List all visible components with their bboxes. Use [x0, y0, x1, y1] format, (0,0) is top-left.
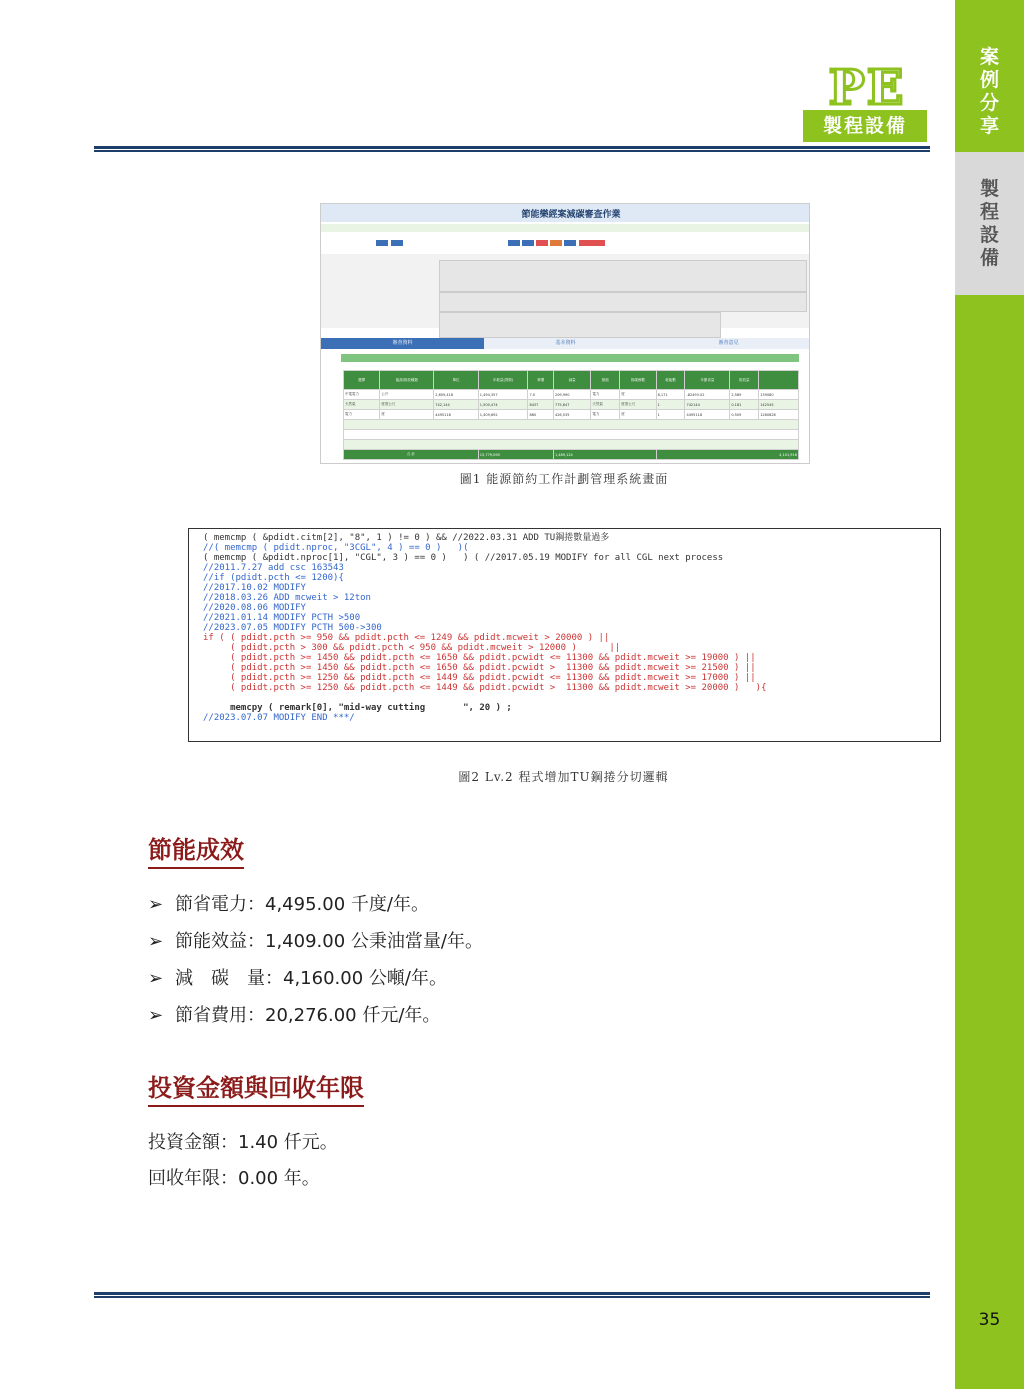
table-row-empty [344, 420, 799, 430]
code-line: ( pdidt.pcth >= 1250 && pdidt.pcth <= 1449 && pdidt.pcwidt > 11300 && pdidt.mcweit >= 20000 ) ){ [203, 683, 767, 693]
table-cell: 139080 [759, 390, 799, 400]
arrow-bullet-icon: ➢ [148, 894, 164, 915]
figure2-caption: 圖2 Lv.2 程式增加TU鋼捲分切邏輯 [458, 770, 669, 784]
table-cell: 度 [620, 410, 656, 420]
table-cell: 度度公尺 [620, 400, 656, 410]
code-line: ( pdidt.pcth >= 1450 && pdidt.pcth <= 1650 && pdidt.pcwidt > 11300 && pdidt.mcweit >= 21500 ) || [203, 663, 756, 673]
toolbar-button[interactable] [536, 240, 548, 246]
tab-review[interactable]: 審查資料 [321, 338, 484, 349]
table-header: 能源/排放種類 [380, 371, 434, 390]
side-char: 設 [979, 224, 999, 246]
table-total-row [344, 450, 799, 460]
header-banner: 製程設備 [803, 110, 927, 142]
code-line: //if (pdidt.pcth <= 1200){ [203, 573, 344, 583]
side-char: 製 [979, 178, 999, 200]
table-cell[interactable]: 電力 [344, 410, 380, 420]
table-cell: 度 [620, 390, 656, 400]
savings-title: 節能成效 [148, 830, 244, 869]
table-cell: 度度公尺 [380, 400, 434, 410]
table-cell[interactable]: 7.0 [528, 390, 554, 400]
table-cell: 209,990 [553, 390, 590, 400]
table-cell: 1280826 [759, 410, 799, 420]
savings-item-text: 減 碳 量：4,160.00 公噸/年。 [175, 968, 447, 989]
investment-payback: 回收年限：0.00 年。 [148, 1168, 320, 1189]
table-cell: 公斤 [380, 390, 434, 400]
savings-item-text: 節能效益：1,409.00 公秉油當量/年。 [175, 931, 483, 952]
side-title-process-equipment [955, 178, 1024, 270]
table-header: 減量 [553, 371, 590, 390]
toolbar-button[interactable] [550, 240, 562, 246]
table-header: 排碳係數 [620, 371, 656, 390]
table-cell: 4495118 [685, 410, 730, 420]
table-total-label: 合 計 [344, 450, 479, 460]
header-rule [94, 146, 930, 152]
code-line: if ( ( pdidt.pcth >= 950 && pdidt.pcth <= 1249 && pdidt.mcweit > 20000 ) || [203, 633, 610, 643]
table-cell: 電力 [591, 410, 620, 420]
table-header [759, 371, 799, 390]
code-line: memcpy ( remark[0], "mid-way cutting ", 20 ) ; [203, 703, 512, 713]
table-cell[interactable]: 1,494,357 [478, 390, 528, 400]
form-textarea[interactable] [439, 260, 807, 292]
table-cell: 0.181 [730, 400, 759, 410]
toolbar-button[interactable] [391, 240, 403, 246]
arrow-bullet-icon: ➢ [148, 931, 164, 952]
side-char: 案 [979, 46, 999, 68]
code-line: //2017.10.02 MODIFY [203, 583, 306, 593]
energy-table [343, 370, 799, 460]
tab-opinion[interactable]: 審查意見 [647, 338, 810, 349]
table-cell[interactable]: 1 [656, 400, 685, 410]
figure2-code-block [188, 528, 941, 742]
table-row-empty [344, 430, 799, 440]
table-cell: 426,535 [553, 410, 590, 420]
table-cell: 天然氣 [591, 400, 620, 410]
table-total-cell: 4,101,916 [656, 450, 798, 460]
savings-item [148, 927, 483, 953]
code-line: //( memcmp ( pdidt.nproc, "3CGL", 4 ) == 0 ) )( [203, 543, 469, 553]
code-line: ( pdidt.pcth > 300 && pdidt.pcth < 950 && pdidt.mcweit > 12000 ) || [203, 643, 621, 653]
side-char: 程 [979, 201, 999, 223]
table-row-empty [344, 440, 799, 450]
table-header: 選擇 [344, 371, 380, 390]
investment-amount: 投資金額：1.40 仟元。 [148, 1132, 338, 1153]
toolbar-button[interactable] [564, 240, 576, 246]
table-row [344, 410, 799, 420]
toolbar-button[interactable] [579, 240, 605, 246]
form-textarea[interactable] [439, 312, 721, 338]
savings-item [148, 964, 447, 990]
code-line: //2020.08.06 MODIFY [203, 603, 306, 613]
side-char: 備 [979, 247, 999, 269]
table-cell[interactable]: 8,171 [656, 390, 685, 400]
side-char: 分 [979, 92, 999, 114]
arrow-bullet-icon: ➢ [148, 1005, 164, 1026]
table-header: 年耗量(實際) [478, 371, 528, 390]
table-cell[interactable]: 1,500,474 [478, 400, 528, 410]
table-cell: 2,589 [730, 390, 759, 400]
screen-title: 節能樂經案減碳審查作業 [521, 210, 621, 220]
table-cell[interactable]: 8437 [528, 400, 554, 410]
figure1-screenshot [320, 203, 810, 464]
savings-item [148, 890, 429, 916]
code-line: ( memcmp ( &pdidt.citm[2], "8", 1 ) != 0 ) && //2022.03.31 ADD TU鋼捲數量過多 [203, 533, 610, 543]
arrow-bullet-icon: ➢ [148, 968, 164, 989]
table-title-bar [341, 354, 799, 362]
figure1-caption: 圖1 能源節約工作計劃管理系統畫面 [459, 472, 669, 486]
table-header: 排放量 [730, 371, 759, 390]
code-line: //2018.03.26 ADD mcweit > 12ton [203, 593, 371, 603]
table-cell: 142545 [759, 400, 799, 410]
code-line: ( pdidt.pcth >= 1450 && pdidt.pcth <= 1650 && pdidt.pcwidt <= 11300 && pdidt.mcweit >= 19000 ) || [203, 653, 756, 663]
table-cell: -82493.02 [685, 390, 730, 400]
table-cell[interactable]: 1 [656, 410, 685, 420]
table-header: 熱值 [591, 371, 620, 390]
code-line: //2021.01.14 MODIFY PCTH >500 [203, 613, 361, 623]
tab-basic[interactable]: 基本資料 [484, 338, 647, 349]
table-cell[interactable]: 天然氣 [344, 400, 380, 410]
toolbar-button[interactable] [522, 240, 534, 246]
footer-rule [94, 1292, 930, 1298]
table-header: 年節省量 [685, 371, 730, 390]
table-cell[interactable]: 860 [528, 410, 554, 420]
investment-title: 投資金額與回收年限 [148, 1068, 364, 1107]
savings-item-text: 節省電力：4,495.00 千度/年。 [175, 894, 429, 915]
table-cell: 0.509 [730, 410, 759, 420]
side-char: 例 [979, 69, 999, 91]
form-textarea[interactable] [439, 292, 807, 312]
table-total-cell: 15,779,090 [478, 450, 553, 460]
code-line: //2023.07.05 MODIFY PCTH 500->300 [203, 623, 382, 633]
code-line: //2011.7.27 add csc 163543 [203, 563, 344, 573]
table-cell: 775,647 [553, 400, 590, 410]
screen-toolbar [321, 238, 809, 248]
pe-logo [812, 64, 922, 110]
table-header: 單價 [528, 371, 554, 390]
code-line: ( pdidt.pcth >= 1250 && pdidt.pcth <= 1449 && pdidt.pcwidt <= 11300 && pdidt.mcweit >= 17000 ) || [203, 673, 756, 683]
pe-logo-text: PE [828, 64, 906, 110]
table-cell[interactable]: 1,409,692 [478, 410, 528, 420]
table-header: 單位 [434, 371, 479, 390]
savings-item [148, 1001, 440, 1027]
code-line: ( memcmp ( &pdidt.nproc[1], "CGL", 3 ) == 0 ) ) ( //2017.05.19 MODIFY for all CGL next process [203, 553, 724, 563]
table-cell[interactable]: 中電電力 [344, 390, 380, 400]
table-header: 耗能數 [656, 371, 685, 390]
table-total-cell: 1,489,124 [553, 450, 656, 460]
savings-item-text: 節省費用：20,276.00 仟元/年。 [175, 1005, 441, 1026]
table-row [344, 400, 799, 410]
toolbar-button[interactable] [508, 240, 520, 246]
table-row [344, 390, 799, 400]
table-cell[interactable]: 2,659,418 [434, 390, 479, 400]
table-cell[interactable]: 4495118 [434, 410, 479, 420]
table-cell: 742144 [685, 400, 730, 410]
table-cell[interactable]: 742,144 [434, 400, 479, 410]
toolbar-button[interactable] [376, 240, 388, 246]
side-char: 享 [979, 115, 999, 137]
code-line: //2023.07.07 MODIFY END ***/ [203, 713, 355, 723]
table-cell: 電力 [591, 390, 620, 400]
page-number: 35 [978, 1310, 1001, 1330]
screen-status-bar [321, 224, 809, 232]
table-cell: 度 [380, 410, 434, 420]
side-title-case-share [955, 46, 1024, 138]
